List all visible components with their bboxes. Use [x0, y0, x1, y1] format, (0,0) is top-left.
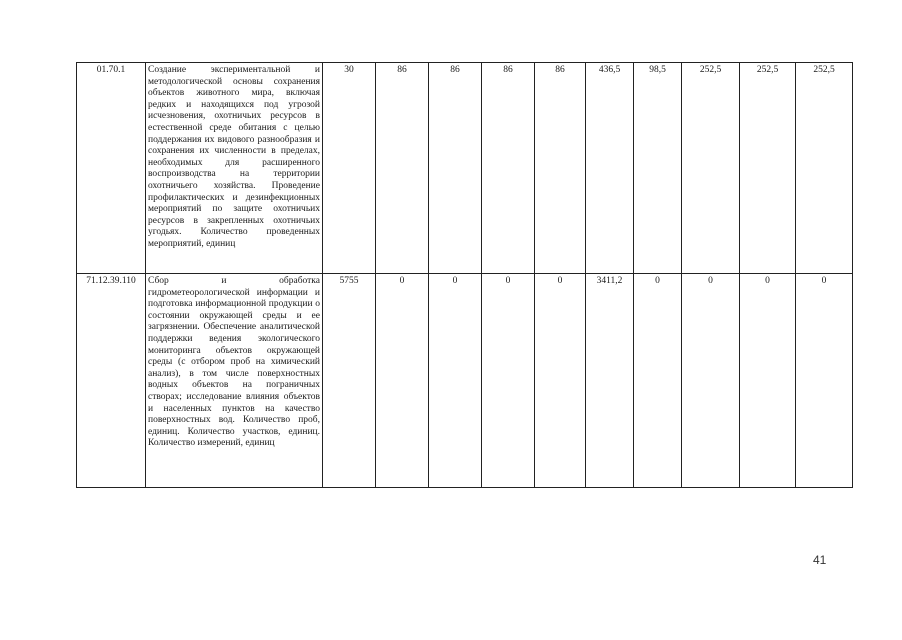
value-cell: 252,5 [740, 63, 796, 274]
value-cell: 30 [323, 63, 376, 274]
value-cell: 252,5 [682, 63, 740, 274]
value-cell: 0 [429, 274, 482, 488]
value-cell: 0 [634, 274, 682, 488]
value-cell: 0 [740, 274, 796, 488]
page-number: 41 [813, 553, 827, 567]
value-cell: 0 [682, 274, 740, 488]
value-cell: 3411,2 [586, 274, 634, 488]
value-cell: 0 [482, 274, 535, 488]
value-cell: 0 [376, 274, 429, 488]
table-row [77, 63, 853, 274]
value-cell: 252,5 [796, 63, 853, 274]
row-code: 01.70.1 [77, 63, 146, 274]
table-row [77, 274, 853, 488]
value-cell: 86 [376, 63, 429, 274]
value-cell: 86 [535, 63, 586, 274]
row-code: 71.12.39.110 [77, 274, 146, 488]
value-cell: 5755 [323, 274, 376, 488]
row-description: Создание экспериментальной и методологической основы сохранения объектов животного мира, включая редких и находящихся под угрозой исчезновения, охотничьих ресурсов в естественной среде обитания с целью поддержания их видового разнообразия и сохранения их численности в пределах, необходимых для расширенного воспроизводства на территории охотничьего хозяйства. Проведение профилактических и дезинфекционных мероприятий по защите охотничьих ресурсов в закрепленных охотничьих угодьях. Количество проведенных мероприятий, единиц [146, 63, 323, 274]
value-cell: 86 [429, 63, 482, 274]
value-cell: 436,5 [586, 63, 634, 274]
row-description: Сбор и обработка гидрометеорологической информации и подготовка информационной продукции о состоянии окружающей среды и ее загрязнении. Обеспечение аналитической поддержки ведения экологического мониторинга объектов окружающей среды (с отбором проб на химический анализ), в том числе поверхностных водных объектов на пограничных створах; исследование влияния объектов и населенных пунктов на качество поверхностных вод. Количество проб, единиц. Количество участков, единиц. Количество измерений, единиц [146, 274, 323, 488]
value-cell: 0 [535, 274, 586, 488]
value-cell: 0 [796, 274, 853, 488]
value-cell: 86 [482, 63, 535, 274]
data-table [76, 62, 853, 488]
value-cell: 98,5 [634, 63, 682, 274]
